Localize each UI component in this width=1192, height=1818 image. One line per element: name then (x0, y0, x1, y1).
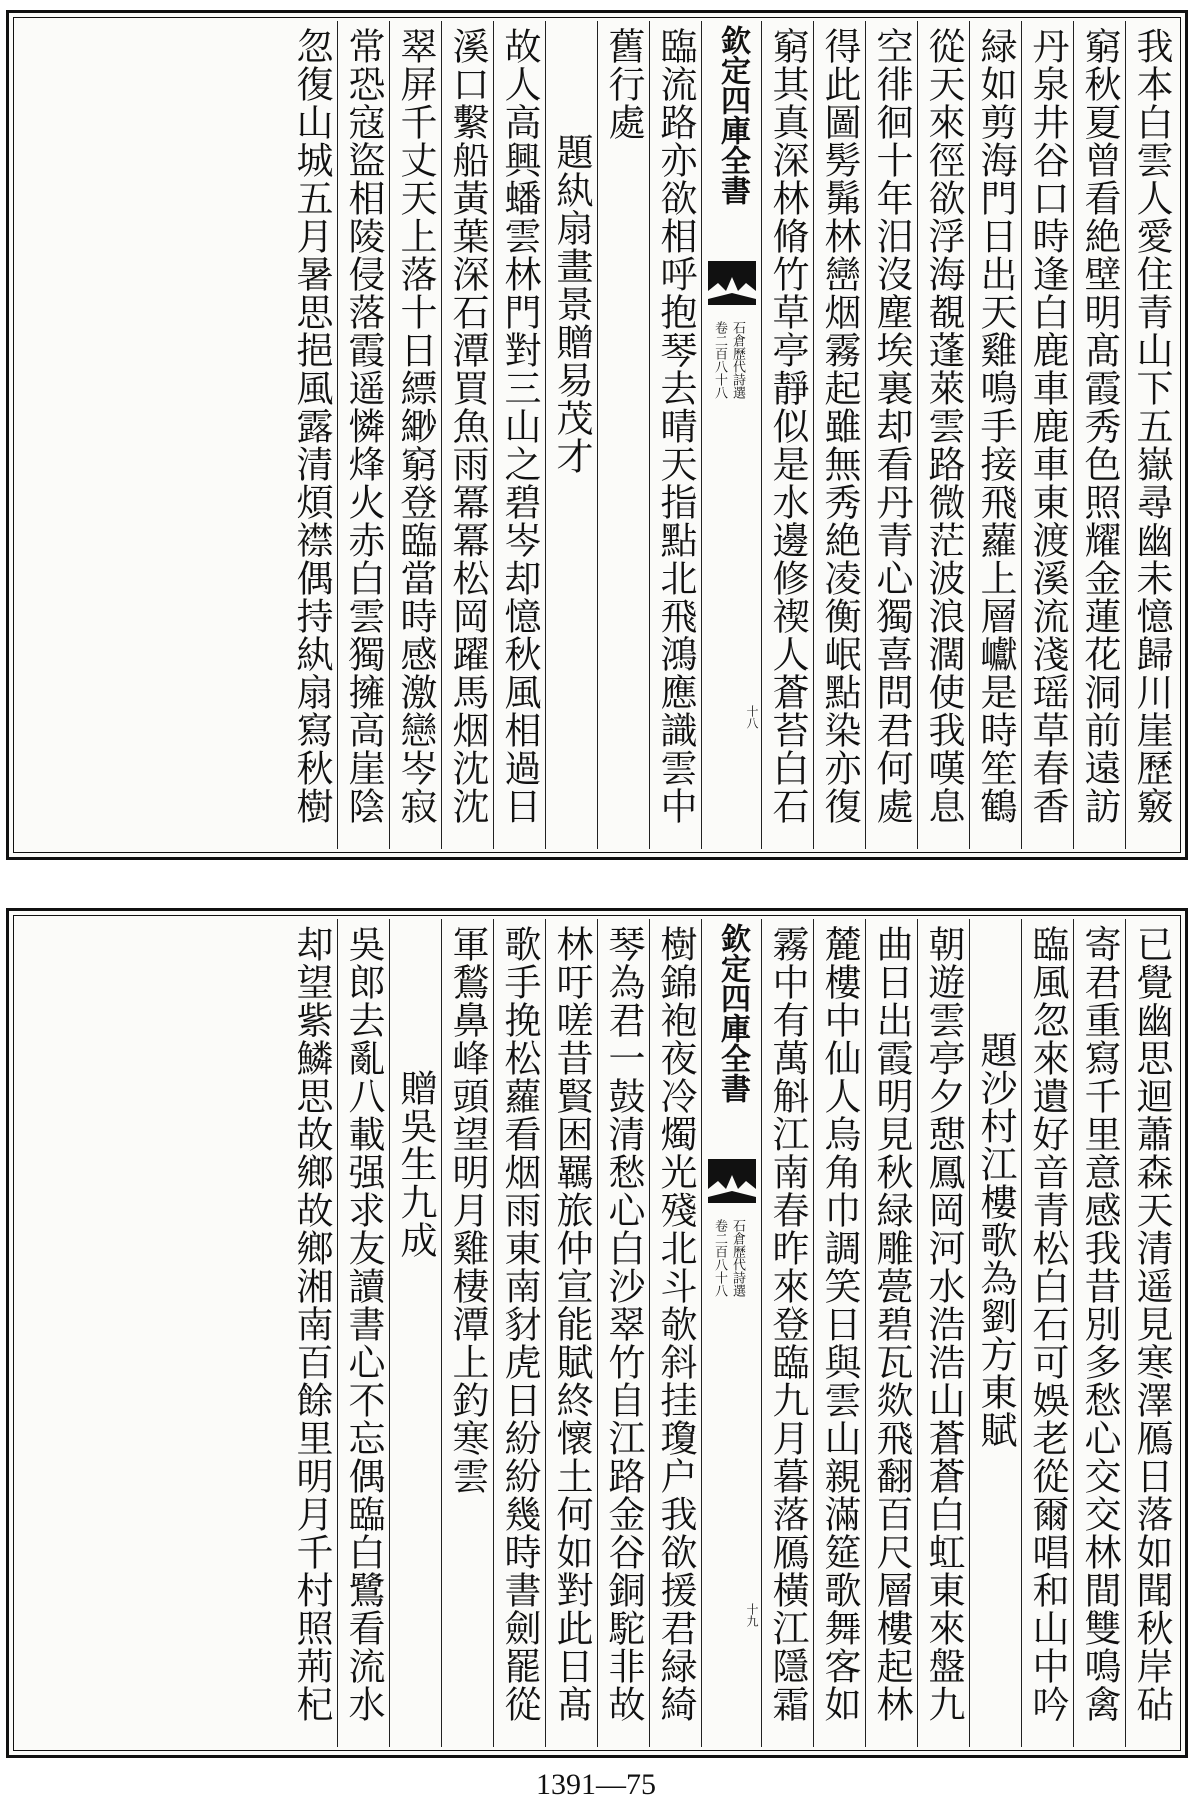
column-text: 歌手挽松蘿看烟雨東南豺虎日紛紛幾時書劍罷從 (498, 925, 541, 1723)
column-text: 溪口繫船黃葉深石潭買魚雨冪冪松岡躍馬烟沈沈 (446, 27, 489, 825)
center-fold (701, 21, 761, 849)
column-text: 麓樓中仙人烏角巾調笑日與雲山親滿筵歌舞客如 (818, 925, 861, 1723)
text-column (1073, 21, 1125, 849)
column-text: 却望紫鱗思故鄉故鄉湘南百餘里明月千村照荊杞 (290, 925, 333, 1723)
column-text: 臨流路亦欲相呼抱琴去晴天指點北飛鴻應識雲中 (654, 27, 697, 825)
column-text: 從天來徑欲浮海覩蓬萊雲路微茫波浪濶使我嘆息 (922, 27, 965, 825)
text-column (597, 919, 649, 1747)
column-text: 空徘徊十年汨沒塵埃裏却看丹青心獨喜問君何處 (870, 27, 913, 825)
text-column (285, 919, 337, 1747)
column-text: 翠屏千丈天上落十日縹緲窮登臨當時感激戀岑寂 (394, 27, 437, 825)
text-column (1021, 919, 1073, 1747)
text-column (761, 21, 813, 849)
column-text: 臨風忽來遺好音青松白石可娛老從爾唱和山中吟 (1026, 925, 1069, 1723)
column-text: 常恐寇盜相陵侵落霞遥憐烽火赤白雲獨擁高崖陰 (342, 27, 385, 825)
text-column (389, 919, 441, 1747)
column-text: 霧中有萬斛江南春昨來登臨九月暮落鴈橫江隱霜 (766, 925, 809, 1723)
text-column (969, 919, 1021, 1747)
text-column (649, 919, 701, 1747)
text-column (969, 21, 1021, 849)
text-column (545, 919, 597, 1747)
column-text: 吳郎去亂八載强求友讀書心不忘偶臨白鷺看流水 (342, 925, 385, 1723)
collection-title: 石倉歷代詩選 (730, 321, 745, 399)
fish-tail-mark (708, 1159, 756, 1203)
column-text: 窮其真深林脩竹草亭靜似是水邊修禊人蒼苔白石 (766, 27, 809, 825)
center-fold (701, 919, 761, 1747)
column-text: 舊行處 (602, 27, 645, 141)
column-text: 丹泉井谷口時逢白鹿車鹿車東渡溪流淺瑶草春香 (1026, 27, 1069, 825)
book-title: 欽定四庫全書 (715, 923, 750, 1103)
bottom-page (6, 908, 1188, 1758)
text-column (493, 919, 545, 1747)
text-column (337, 21, 389, 849)
bottom-page-columns (17, 919, 1177, 1747)
collection-title: 石倉歷代詩選 (730, 1219, 745, 1297)
fish-tail-mark (708, 261, 756, 305)
text-column (441, 919, 493, 1747)
folio-number: 十九 (745, 1603, 759, 1627)
column-text: 林吁嗟昔賢困羈旅仲宣能賦終懷土何如對此日髙 (550, 925, 593, 1723)
poem-title: 題紈扇畫景贈易茂才 (550, 133, 593, 475)
top-page-columns (17, 21, 1177, 849)
column-text: 窮秋夏曾看絶壁明髙霞秀色照耀金蓮花洞前遠訪 (1078, 27, 1121, 825)
text-column (649, 21, 701, 849)
text-column (337, 919, 389, 1747)
text-column (865, 21, 917, 849)
text-column (1125, 919, 1177, 1747)
column-text: 寄君重寫千里意感我昔別多愁心交交林間雙鳴禽 (1078, 925, 1121, 1723)
poem-title: 贈吳生九成 (394, 1069, 437, 1259)
column-text: 朝遊雲亭夕憇鳳岡河水浩浩山蒼蒼白虹東來盤九 (922, 925, 965, 1723)
text-column (493, 21, 545, 849)
column-text: 已覺幽思迴蕭森天清遥見寒澤鴈日落如聞秋岸砧 (1130, 925, 1173, 1723)
text-column (761, 919, 813, 1747)
text-column (917, 21, 969, 849)
column-text: 緑如剪海門日出天雞鳴手接飛蘿上層巘是時笙鶴 (974, 27, 1017, 825)
column-text: 忽復山城五月暑思挹風露清煩襟偶持紈扇寫秋樹 (290, 27, 333, 825)
column-text: 樹錦袍夜冷燭光殘北斗欹斜挂瓊户我欲援君緑綺 (654, 925, 697, 1723)
text-column (545, 21, 597, 849)
text-column (441, 21, 493, 849)
text-column (1073, 919, 1125, 1747)
text-column (813, 21, 865, 849)
poem-title: 題沙村江樓歌為劉方東賦 (974, 1031, 1017, 1449)
column-text: 琴為君一鼓清愁心白沙翠竹自江路金谷銅駝非故 (602, 925, 645, 1723)
text-column (917, 919, 969, 1747)
column-text: 軍鶖鼻峰頭望明月雞棲潭上釣寒雲 (446, 925, 489, 1495)
column-text: 故人高興蟠雲林門對三山之碧岑却憶秋風相過日 (498, 27, 541, 825)
text-column (389, 21, 441, 849)
text-column (597, 21, 649, 849)
volume-label: 卷二百八十八 (712, 321, 727, 399)
volume-label: 卷二百八十八 (712, 1219, 727, 1297)
column-text: 得此圖髣髴林巒烟霧起雖無秀絶凌衡岷點染亦復 (818, 27, 861, 825)
column-text: 我本白雲人愛住青山下五嶽尋幽未憶歸川崖歷竅 (1130, 27, 1173, 825)
top-page (6, 10, 1188, 860)
page-number: 1391—75 (536, 1768, 656, 1801)
text-column (813, 919, 865, 1747)
column-text: 曲日出霞明見秋緑雕甍碧瓦欻飛翻百尺層樓起林 (870, 925, 913, 1723)
folio-number: 十八 (745, 705, 759, 729)
text-column (285, 21, 337, 849)
book-title: 欽定四庫全書 (715, 25, 750, 205)
text-column (1125, 21, 1177, 849)
text-column (1021, 21, 1073, 849)
text-column (865, 919, 917, 1747)
